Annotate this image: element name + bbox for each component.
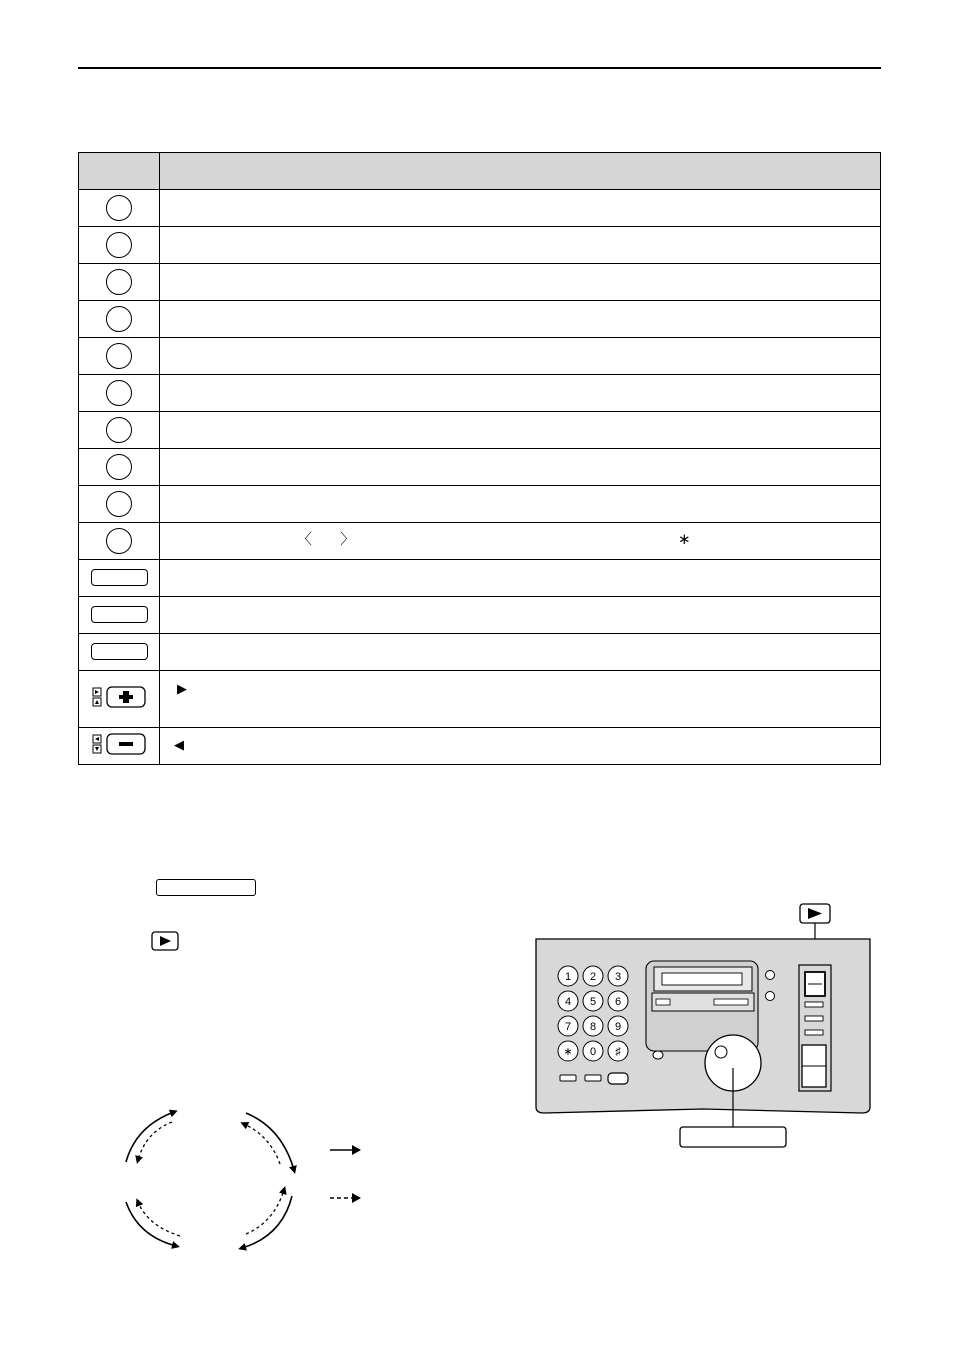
row-desc [160, 227, 881, 264]
keypad-key-4: 4 [564, 996, 572, 1008]
row-desc [160, 301, 881, 338]
table-row [79, 560, 881, 597]
play-right-glyph: ▶ [177, 681, 187, 696]
row-desc [160, 486, 881, 523]
keypad-key-0: 0 [589, 1046, 597, 1058]
circle-key-icon [106, 417, 132, 443]
table-row [79, 190, 881, 227]
navigation-arrows-diagram [110, 1100, 310, 1260]
keypad-key-5: 5 [589, 996, 597, 1008]
table-row [79, 486, 881, 523]
table-row [79, 227, 881, 264]
pill-key-icon [91, 569, 148, 586]
row-desc [160, 412, 881, 449]
table-row [79, 264, 881, 301]
minus-key-icon [89, 731, 149, 757]
keypad-key-1: 1 [564, 971, 572, 983]
circle-key-icon [106, 306, 132, 332]
circle-key-icon [106, 380, 132, 406]
star-glyph: ∗ [678, 531, 691, 548]
right-angle-glyph: 〉 [340, 531, 356, 548]
row-desc [160, 634, 881, 671]
header-col2 [160, 153, 881, 190]
circle-key-icon [106, 195, 132, 221]
table-row [79, 597, 881, 634]
play-key-icon [151, 931, 179, 951]
table-row [79, 728, 881, 765]
row-desc [160, 190, 881, 227]
keypad-key-star: ∗ [563, 1046, 573, 1058]
play-left-glyph: ◀ [174, 737, 184, 752]
table-row [79, 523, 881, 560]
keypad-key-6: 6 [614, 996, 622, 1008]
keypad-key-7: 7 [564, 1021, 572, 1033]
top-rule [78, 67, 881, 69]
table-header [79, 153, 881, 190]
keypad-key-2: 2 [589, 971, 597, 983]
table-row [79, 301, 881, 338]
header-col1 [79, 153, 160, 190]
plus-key-icon [89, 682, 149, 712]
fax-panel-illustration [528, 895, 878, 1155]
circle-key-icon [106, 232, 132, 258]
row-desc [160, 560, 881, 597]
keypad-key-3: 3 [614, 971, 622, 983]
arrow-legend [328, 1140, 364, 1206]
circle-key-icon [106, 454, 132, 480]
table-row [79, 375, 881, 412]
row-desc [160, 728, 881, 765]
pill-key-icon [91, 606, 148, 623]
menu-key-frame-icon [156, 879, 256, 896]
keypad-key-hash: ♯ [615, 1046, 621, 1058]
table-row [79, 671, 881, 728]
row-desc [160, 671, 881, 728]
table-row [79, 634, 881, 671]
row-desc [160, 338, 881, 375]
pill-key-icon [91, 643, 148, 660]
row-desc [160, 264, 881, 301]
table-row [79, 449, 881, 486]
row-desc [160, 523, 881, 560]
circle-key-icon [106, 343, 132, 369]
row-desc [160, 375, 881, 412]
keypad-key-8: 8 [589, 1021, 597, 1033]
circle-key-icon [106, 491, 132, 517]
circle-key-icon [106, 528, 132, 554]
circle-key-icon [106, 269, 132, 295]
keys-table [78, 152, 881, 765]
keypad-key-9: 9 [614, 1021, 622, 1033]
row-desc [160, 449, 881, 486]
row-desc [160, 597, 881, 634]
table-row [79, 412, 881, 449]
left-angle-glyph: 〈 [297, 531, 313, 548]
table-row [79, 338, 881, 375]
